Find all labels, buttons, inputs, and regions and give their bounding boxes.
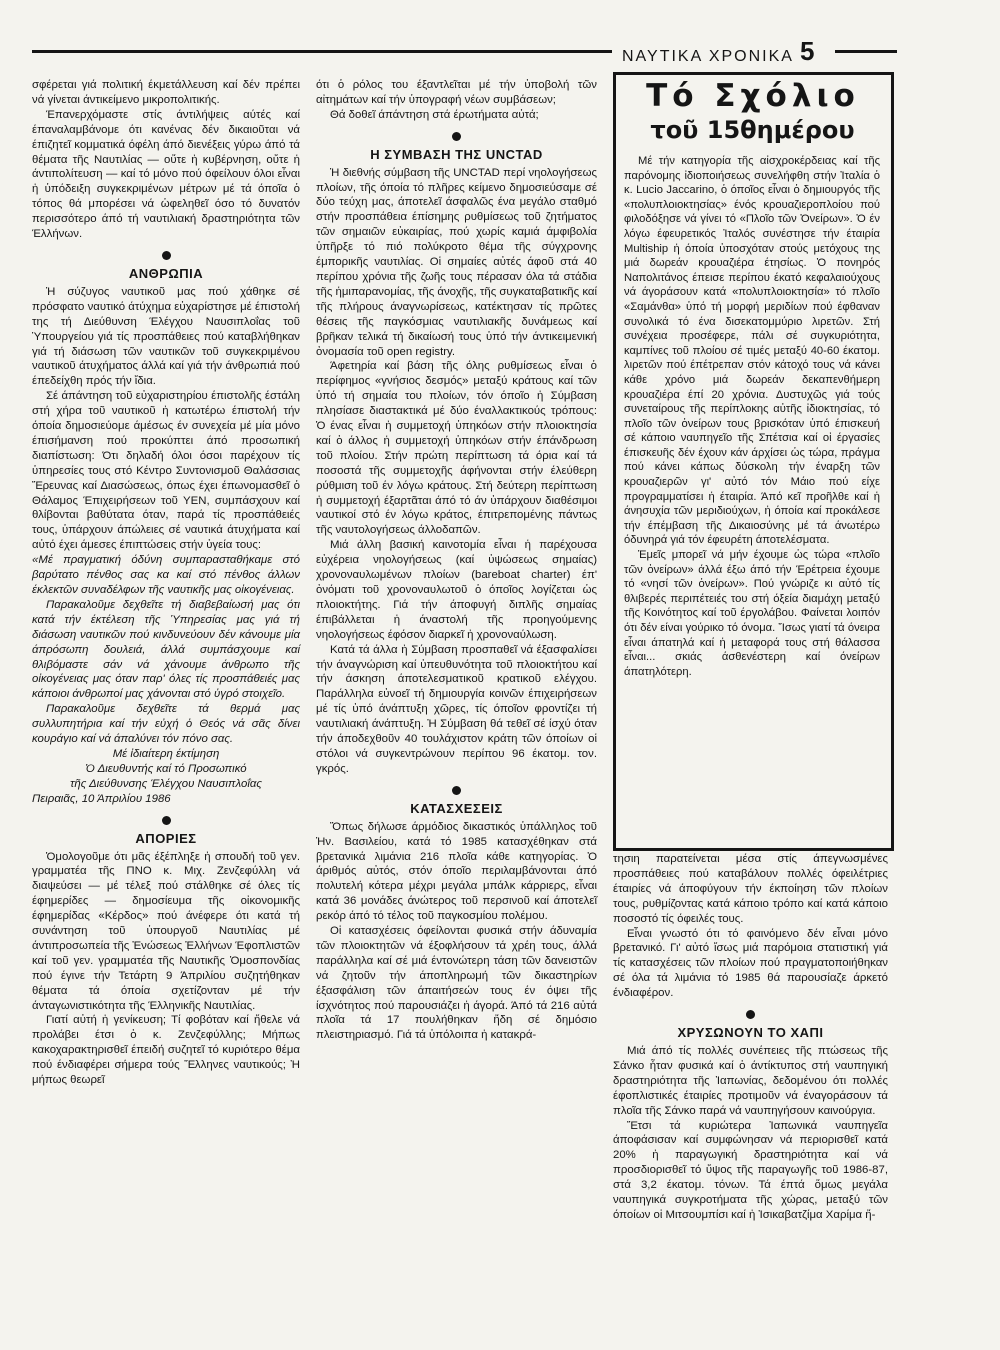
signature-line: τῆς Διεύθυνσης Έλέγχου Ναυσιπλοΐας <box>70 777 262 790</box>
paragraph: σφέρεται γιά πολιτική έκμετάλλευση καί δέν πρέπει νά γίνεται άντικείμενο μικροπολιτικής. <box>32 79 300 106</box>
paragraph: Ὁμολογοῦμε ότι μᾶς έξέπληξε ἡ σπουδή τοῦ γεν. γραμματέα τῆς ΠΝΟ κ. Μιχ. Ζενζεφύλλη νά διαψεύσει — μέ τέλεξ πού στάλθηκε σέ όλες τίς έφημερίδες — δημοσίευμα τῆς οἰκονομικῆς έφημερίδας «Κέρδος» πού άνέφερε ότι κατά τή συνάντηση τοῦ ὑπουργοῦ Ναυτιλίας μέ άντιπροσωπεία τῆς Ἑνώσεως Ἑλλήνων Έφοπλιστῶν καί τοῦ γεν. γραμματέα τῆς Ναυτικῆς Ὁμοσπονδίας πού έγινε τήν Τετάρτη 9 Άπριλίου συζητήθηκαν θέματα τά όποία σχετίζονταν μέ τήν άνταγωνιστικότητα τῆς Έλληνικῆς Ναυτιλίας. <box>32 850 300 1012</box>
paragraph: Κατά τά άλλα ἡ Σύμβαση προσπαθεῖ νά έξασφαλίσει τήν άναγνώριση καί ὑπευθυνότητα τοῦ πλοιοκτήτου καί τήν άσκηση άποτελεσματικοῦ κρατικοῦ ελέγχου. Παράλληλα εὐνοεῖ τή δημιουργία κοινῶν έπιχειρήσεων μέ τίς ὑπό άνάπτυξη χῶρες, τίς όποῖον φροντίζει τή ναυτιλιακή άνάπτυξη. Ἡ Σύμβαση θά τεθεῖ σέ ίσχύ όταν τήν άποδεχθοῦν 40 τουλάχιστον κράτη τῶν όποίων οἱ στόλοι νά συγκεντρώνουν περίπου 96 έκατομ. τον. γκρός. <box>316 643 597 775</box>
header-rule-left <box>32 50 612 53</box>
comment-subtitle: τοῦ 15θημέρου <box>650 116 855 144</box>
paragraph: Ἡ σύζυγος ναυτικοῦ μας πού χάθηκε σέ πρόσφατο ναυτικό άτύχημα εὐχαρίστησε μέ έπιστολή της τή Διεύθυνση Έλέγχου Ναυσιπλοΐας τοῦ Ὑπουργείου γιά τίς προσπάθειες πού καταβλήθηκαν γιά τή διάσωση τῶν ναυτικῶν τοῦ συγκεκριμένου ναυτικοῦ άτυχήματος άλλά καί γιά τήν άνθρωπιά πού έπεδείχθη πρός τήν ἴδια. <box>32 285 300 388</box>
paragraph: Ἐμεῖς μπορεῖ νά μήν έχουμε ὡς τώρα «πλοῖο τῶν ὀνείρων» άλλά έξω άπό τήν Έρέτρεια έχουμε τό «νησί τῶν ὀνείρων». Πού γνώριζε κι αὐτό τίς θλιβερές περιπέτειές του στή όξεία διαμάχη μεταξύ τῆς Κοινότητος καί τοῦ έργολάβου. Φαίνεται λοιπόν ότι δέν είναι γούρικο τό όνομα. Ἴσως γιατί τά όνειρα εἶναι άπατηλά καί ἡ μεταφορά τους στή θάλασσα εἶναι... σκιάς άσθενέστερη καί όνείρων άπατηλότερη. <box>624 549 880 678</box>
signature-line: Μέ ἰδιαίτερη έκτίμηση <box>112 747 220 760</box>
paragraph: Άφετηρία καί βάση τῆς όλης ρυθμίσεως εἶναι ὁ περίφημος «γνήσιος δεσμός» μεταξύ κράτους καί τῶν ὑπό τή σημαία του πλοίων, τόν όποῖο ἡ Σύμβαση πλησίασε διαστακτικά μέ δύο έναλλακτικούς τρόπους: Ὁ ένας εἶναι ἡ συμμετοχή ὑπηκόων στήν πλοιοκτησία καί ὁ άλλος ἡ συμμετοχή ὑπηκόων στήν έπάνδρωση τοῦ πλοίου. Στήν πρώτη περίπτωση τά όρια καί τά ποσοστά τῆς συμμετοχῆς άφήνονται στήν έλεύθερη ρύθμιση τοῦ έν λόγω κράτους. Στή δεύτερη περίπτωση ἡ συμμετοχή έξαρτᾶται άπό τό άν ὑπάρχουν διαθέσιμοι ναυτικοί στό έν λόγω κράτος, έπιτρεπομένης πάντως τῆς ναυτολογήσεως άλλοδαπῶν. <box>316 360 597 537</box>
column-left <box>32 78 300 1088</box>
paragraph: Οἱ κατασχέσεις όφείλονται φυσικά στήν άδυναμία τῶν πλοιοκτητῶν νά έξοφλήσουν τά χρέη τους, άλλά παράλληλα καί σέ μιά έντονώτερη τάση τῶν δανειστῶν νά ζητοῦν τήν άποπληρωμή τῶν δικαστηρίων έξασφάλιση τῶν άπαιτήσεών τους έν όψει τῆς ίσχνότητος πού παρουσιάζει ἡ άγορά. Άπό τά 216 αὐτά πλοῖα τά 17 πουλήθηκαν ἤδη σέ δημόσιο πλειστηριασμό. Γιά τά ὑπόλοιπα ἡ κατακρά- <box>316 925 597 1042</box>
page-number: 5 <box>800 36 815 66</box>
heading-xapi: ΧΡΥΣΩΝΟΥΝ ΤΟ ΧΑΠΙ <box>677 1025 824 1041</box>
paragraph: Θά δοθεῖ άπάντηση στά έρωτήματα αὐτά; <box>330 108 539 121</box>
signature-line: Ὁ Διευθυντής καί τό Προσωπικό <box>85 762 247 775</box>
letter-paragraph: Παρακαλοῦμε δεχθεῖτε τά θερμά μας συλλυπητήρια καί τήν εὐχή ὁ Θεός νά σᾶς δίνει κουράγιο καί νά άπαλύνει τόν πόνο σας. <box>32 703 300 746</box>
header-section-title: ΝΑΥΤΙΚΑ ΧΡΟΝΙΚΑ <box>622 48 794 65</box>
paragraph: Εἶναι γνωστό ότι τό φαινόμενο δέν εἶναι μόνο βρετανικό. Γι' αὐτό ἴσως μιά παρόμοια στατιστική γιά τίς κατασχέσεις τῶν πλοίων πού πραγματοποιήθηκαν σέ όλα τά λιμάνια τό 1985 θά παρουσίαζε άρκετό ένδιαφέρον. <box>613 927 888 1000</box>
heading-anthropia: ΑΝΘΡΩΠΙΑ <box>128 265 204 281</box>
section-bullet <box>452 132 461 141</box>
section-bullet <box>452 786 461 795</box>
paragraph: Μέ τήν κατηγορία τῆς αἰσχροκέρδειας καί τῆς παρόνομης ἰδιοποιήσεως συνελήφθη στήν Ἰταλία ὁ κ. Lucio Jaccarino, ὁ όποῖος εἶναι ὁ δημιουργός τῆς «πολυπλοιοκτησίας» ένός κρουαζιεροπλοίου πού φιλοδόξησε νά γίνει τό «Πλοῖο τῶν Ὀνείρων». Ὁ έν λόγω έφευρετικός Ἰταλός συνέστησε τήν έταιρία Multiship ἡ όποία ὑποσχόταν στούς μετόχους της μιά δωρεάν κρουαζιέρα έτησίως. Ὁ πονηρός Ναπολιτάνος έπεισε περίπου έκατό κεφαλαιούχους νά άγοράσουν κατά «πολυπλοιοκτησία» τό πλοῖο «Σαμάνθα» ὑπό τή μορφή μεριδίων πού έφθαναν συνολικά τό ένα δισεκατομμύριο λιρετῶν. Στή συνέχεια προσέφερε, πάλι σέ συγκυριότητα, καμπίνες τοῦ πλοίου σέ τιμές μεταξύ 40-60 έκατομ. λιρετῶν πού έπέτρεπαν στόν κάτοχό τους νά κάνει κάθε χρόνο μιά δωρεάν δεκαπενθήμερη κρουαζιέρα έπί 20 χρόνια. Δυστυχῶς γιά τούς συνεταίρους τῆς περίπλοκης αὐτῆς ἰδιοκτησίας, τό πλοῖο τῶν ὀνείρων τους βρισκόταν ὑπό έπισκευή σέ κάποιο ναυπηγεῖο τῆς Σπέτσια καί οἱ έργασίες έπισκευῆς δέν έχουν κάν άρχίσει ὡς τώρα, πράγμα πού κάνει κάπως δύσκολη τήν έναρξη τῶν κρουαζιερῶν γι' αὐτό τόν Μάιο πού είχε προγραμματίσει ἡ έταιρία. Άπό κεῖ προῆλθε καί ἡ άνησυχία τῶν μεριδιούχων, ἡ όποία καί προκάλεσε τήν έπέμβαση τῆς Δικαιοσύνης μέ τά άνωτέρω όδυνηρά γιά τόν έφευρέτη άποτελέσματα. <box>624 155 880 547</box>
column-middle <box>316 78 597 1043</box>
column-right <box>613 852 888 1223</box>
section-bullet <box>162 251 171 260</box>
header-rule-right <box>835 50 897 53</box>
paragraph: ότι ὁ ρόλος του έξαντλεῖται μέ τήν ὑποβολή τῶν αἰτημάτων καί τήν ὑπογραφή νέων συμβάσεων; <box>316 79 597 106</box>
paragraph: Ἔτσι τά κυριώτερα Ἰαπωνικά ναυπηγεῖα άποφάσισαν καί συμφώνησαν νά περιορισθεῖ κατά 20% ἡ παραγωγική δραστηριότητα καί νά προσδιορισθεῖ τό ὕψος τῆς παραγωγῆς τοῦ 1986-87, στά 3,2 έκατομ. τόνων. Τά έπτά ὅμως μεγάλα ναυπηγικά συγκροτήματα τῆς χώρας, μεταξύ τῶν όποίων οἱ Μιτσουμπίσι καί ἡ Ἰσικαβατζίμα Χαρίμα ἤ- <box>613 1119 888 1221</box>
letter-date: Πειραιᾶς, 10 Άπριλίου 1986 <box>32 792 171 805</box>
paragraph: Ὅπως δήλωσε άρμόδιος δικαστικός ὑπάλληλος τοῦ Ἡν. Βασιλείου, κατά τό 1985 κατασχέθηκαν στά βρετανικά λιμάνια 216 πλοῖα κάθε κατηγορίας. Ὁ άριθμός αὐτός, στόν όποῖο περιλαμβάνονται άπό πολυτελή κότερα μέχρι μεγάλα μπάλκ κάρριερς, εἶναι κατά 36 μονάδες άνώτερος τοῦ περσινοῦ καί άποτελεῖ ρεκόρ άπό τό τέλος τοῦ παγκοσμίου πολέμου. <box>316 820 597 923</box>
paragraph: Γιατί αὐτή ἡ γενίκευση; Τί φοβόταν καί ἤθελε νά προλάβει έτσι ὁ κ. Ζενζεφύλλης; Μήπως κακοχαρακτηρισθεῖ έπειδή συζητεῖ τό κυριότερο θέμα πού ένδιαφέρει σήμερα τούς Ἕλληνες ναυτικούς; Ἡ μήπως θεωρεῖ <box>32 1014 300 1087</box>
letter-paragraph: «Μέ πραγματική όδύνη συμπαρασταθήκαμε στό βαρύτατο πένθος σας κα καί στό πένθος άλλων έκλεκτῶν συναδέλφων τῆς ναυτικῆς μας οἰκογένειας. <box>32 554 300 596</box>
paragraph: Ἡ διεθνής σύμβαση τῆς UNCTAD περί νηολογήσεως πλοίων, τῆς όποία τό πλῆρες κείμενο δημοσιεύσαμε σέ δύο τεύχη μας, άποτελεῖ άσφαλῶς ένα μεγάλο σταθμό στήν προσπάθεια έπίσημης ρυθμίσεως τοῦ ζητήματος τῶν σημαιῶν εὐκαιρίας, πού χωρίς καμιά άμφιβολία ὑπῆρξε τό πιό πολύκροτο θέμα τῆς σύγχρονης έμπορικῆς ναυτιλίας. Οἱ σημαίες αὐτές άφοῦ στά 40 περίπου χρόνια τῆς ζωῆς τους πέρασαν όλα τά στάδια τῆς ἡμιπαρανομίας, τῆς άνοχῆς, τῆς συγκαταβατικῆς καί τῆς πλήρους άναγνωρίσεως, κατέκτησαν τίς πρῶτες θέσεις τῆς παγκόσμιας ναυτιλιακῆς δυνάμεως καί βρῆκαν τελικά τή δικαίωσή τους ὑπό τήν άντικειμενική ὀνομασία τοῦ open registry. <box>316 166 597 358</box>
paragraph: Σέ άπάντηση τοῦ εὐχαριστηρίου έπιστολῆς έστάλη στή χήρα τοῦ ναυτικοῦ ἡ κατωτέρω έπιστολή τήν όποία δημοσιεύομε άμέσως έν συνεχεία μέ μία μόνο έπισήμανση πού προκύπτει άπό προσωπική διαπίστωση: Ότι δηλαδή όλοι όσοι παρέχουν τίς ὑπηρεσίες τους στό Κέντρο Συντονισμοῦ Θαλάσσιας Ἔρευνας καί Διασώσεως, όπως έχει έπωνομασθεῖ ὁ Θάλαμος Έπιχειρήσεων τοῦ ΥΕΝ, συμπάσχουν καί θλίβονται βαθύτατα όταν, παρά τίς προσπάθειές τους, ὑπάρχουν άπώλειες σέ ναυτικά άτυχήματα καί αὐτό έχει άμεσες έπιπτώσεις στήν ὑγεία τους: <box>32 390 300 552</box>
paragraph: Μιά άλλη βασική καινοτομία εἶναι ἡ παρέχουσα εὐχέρεια νηολογήσεως (καί ὑψώσεως σημαίας) χρονοναυλωμένων πλοίων (bareboat charter) έπ' ὀνόματι τοῦ χρονοναυλωτοῦ ὁ όποῖος λογίζεται ὡς πλοιοκτήτης. Γιά τήν άποφυγή διπλῆς σημαίας έπιβάλλεται ἡ άναστολή τῆς προηγούμενης νηολογήσεως έφόσον διαρκεῖ ἡ χρονοναύλωση. <box>316 539 597 641</box>
paragraph: Έπανερχόμαστε στίς άντιλήψεις αύτές καί έπαναλαμβάνομε ότι κανένας δέν δικαιοῦται νά έπιζητεῖ κομματικά όφέλη άπό διενέξεις γύρω άπό τά θέματα τῆς Ναυτιλίας — οὔτε ἡ κυβέρνηση, οὔτε ἡ άντιπολίτευση — καί τό μόνο πού όφείλουν όλοι εἶναι ἡ ὑπόδειξη συγκεκριμένων μέτρων μέ τά όποῖα ὁ τόπος θά μπορέσει νά ὡφεληθεῖ όσο τό δυνατόν περισσότερο άπό τή ναυτιλιακή δραστηριότητα τῶν Έλλήνων. <box>32 108 300 241</box>
comment-title: Τό Σχόλιο <box>628 78 878 114</box>
section-bullet <box>162 816 171 825</box>
paragraph: τησιη παρατείνεται μέσα στίς άπεγνωσμένες προσπάθειες πού καταβάλουν πολλές όφειλέτριες έταιρίες νά άποφύγουν τήν έκποίηση τῶν πλοίων τους, ρυθμίζοντας κατά κάποιο τρόπο καί κατά κάποιο ποσοστό τίς όφειλές τους. <box>613 853 888 925</box>
comment-text <box>624 154 880 679</box>
letter-paragraph: Παρακαλοῦμε δεχθεῖτε τή διαβεβαίωσή μας ότι κατά τήν έκτέλεση τῆς Ὑπηρεσίας μας γιά τή διάσωση ναυτικῶν πού κινδυνεύουν δέν κάνουμε μία άπρόσωπη δουλειά, άλλά συμπάσχουμε καί θλιβόμαστε σάν νά χάνουμε άνθρωπο τῆς οἰκογένειας μας όταν παρ' όλες τίς προσπάθειές μας κάποιοι άνθρωποί μας χάνονται στό ὑγρό στοιχεῖο. <box>32 598 300 701</box>
heading-unctad: Η ΣΥΜΒΑΣΗ ΤΗΣ UNCTAD <box>370 146 543 162</box>
paragraph: Μιά άπό τίς πολλές συνέπειες τῆς πτώσεως τῆς Σάνκο ἦταν φυσικά καί ὁ άντίκτυπος στή ναυπηγική δραστηριότητα τῆς Ἰαπωνίας, δεδομένου ότι πολλές έφοπλιστικές έταιρίες προτιμοῦν νά έναγοράσουν τά πλοῖα τῆς Σάνκο παρά νά ναυπηγήσουν καινούργια. <box>613 1044 888 1117</box>
heading-kataxeseis: ΚΑΤΑΣΧΕΣΕΙΣ <box>410 800 503 816</box>
section-bullet <box>746 1010 755 1019</box>
heading-apories: ΑΠΟΡΙΕΣ <box>135 830 197 846</box>
